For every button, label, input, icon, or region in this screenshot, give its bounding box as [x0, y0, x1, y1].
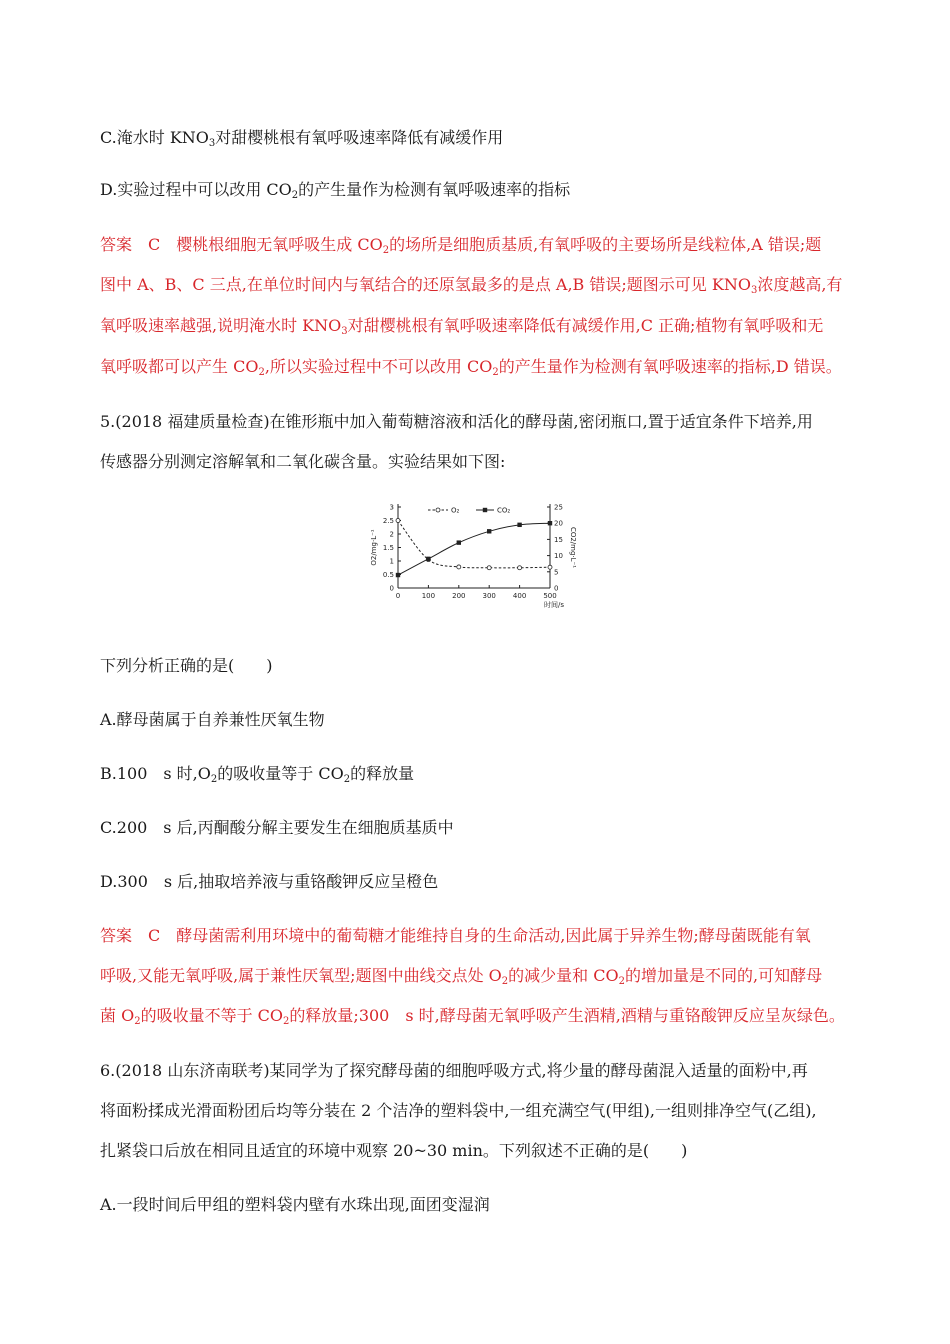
question-5-prompt: 下列分析正确的是( ) — [100, 656, 273, 675]
right-tick-label: 15 — [554, 535, 563, 544]
left-tick-label: 1 — [389, 557, 394, 566]
option-a: A.酵母菌属于自养兼性厌氧生物 — [100, 710, 325, 729]
series-line-o2 — [398, 521, 550, 568]
option-d-previous: D.实验过程中可以改用 $CO_2$的产生量作为检测有氧呼吸速率的指标 — [100, 180, 571, 201]
option-c: C.200 s 后,丙酮酸分解主要发生在细胞质基质中 — [100, 818, 454, 837]
chart-axes — [370, 504, 577, 610]
left-tick-label: 3 — [389, 503, 394, 512]
chart-legend — [428, 507, 510, 515]
answer-4-line-1: 答案 C 樱桃根细胞无氧呼吸生成 $CO_2$的场所是细胞质基质,有氧呼吸的主要场所是线粒体,A 错误;题 — [100, 235, 822, 256]
right-tick-label: 5 — [554, 568, 559, 577]
o2-point — [396, 519, 400, 523]
legend-o2-label: O₂ — [451, 506, 460, 515]
o2-co2-chart — [358, 498, 588, 628]
left-tick-label: 0 — [389, 584, 394, 593]
co2-point — [487, 529, 491, 533]
answer-4-line-2: 图中 A、B、C 三点,在单位时间内与氧结合的还原氢最多的是点 A,B 错误;题图示可见 $KNO_3$浓度越高,有 — [100, 275, 843, 296]
right-tick-label: 20 — [554, 519, 563, 528]
x-tick-label: 100 — [421, 592, 436, 600]
answer-4-line-3: 氧呼吸速率越强,说明淹水时 $KNO_3$对甜樱桃根有氧呼吸速率降低有减缓作用,C 正确;植物有氧呼吸和无 — [100, 316, 824, 337]
question-5-line-1: 5.(2018 福建质量检查)在锥形瓶中加入葡萄糖溶液和活化的酵母菌,密闭瓶口,置于适宜条件下培养,用 — [100, 412, 813, 431]
co2-point — [517, 523, 521, 527]
right-tick-label: 0 — [554, 584, 559, 593]
left-tick-label: 2 — [389, 530, 394, 539]
left-axis-label: O2/mg·L⁻¹ — [370, 529, 378, 566]
question-6-line-2: 将面粉揉成光滑面粉团后均等分装在 2 个洁净的塑料袋中,一组充满空气(甲组),一组则排净空气(乙组), — [100, 1101, 817, 1120]
question-6-option-a: A.一段时间后甲组的塑料袋内壁有水珠出现,面团变湿润 — [100, 1195, 490, 1214]
question-6-line-1: 6.(2018 山东济南联考)某同学为了探究酵母菌的细胞呼吸方式,将少量的酵母菌混入适量的面粉中,再 — [100, 1061, 808, 1080]
question-6-line-3: 扎紧袋口后放在相同且适宜的环境中观察 20~30 min。下列叙述不正确的是( ) — [100, 1141, 688, 1160]
left-tick-label: 0.5 — [382, 571, 394, 579]
legend-co2-marker — [483, 508, 487, 512]
x-tick-label: 300 — [482, 592, 496, 600]
right-tick-label: 25 — [554, 503, 563, 512]
co2-point — [548, 521, 552, 525]
o2-point — [518, 566, 522, 570]
x-tick-label: 500 — [543, 592, 557, 600]
answer-5-line-3: 菌 $O_2$的吸收量不等于 $CO_2$的释放量;300 s 时,酵母菌无氧呼吸产生酒精,酒精与重铬酸钾反应呈灰绿色。 — [100, 1006, 845, 1027]
chart-marks — [396, 519, 552, 578]
legend-o2-marker — [436, 508, 440, 512]
option-b: B.100 s 时$,O_2$的吸收量等于 $CO_2$的释放量 — [100, 764, 415, 785]
x-axis-label: 时间/s — [543, 601, 565, 609]
answer-4-line-4: 氧呼吸都可以产生 $CO_2$,所以实验过程中不可以改用 $CO_2$的产生量作为检测有氧呼吸速率的指标,D 错误。 — [100, 357, 842, 378]
option-c-previous: C.淹水时 $KNO_3$对甜樱桃根有氧呼吸速率降低有减缓作用 — [100, 128, 504, 149]
x-tick-label: 200 — [452, 592, 466, 600]
co2-point — [426, 557, 430, 561]
question-5-line-2: 传感器分别测定溶解氧和二氧化碳含量。实验结果如下图: — [100, 452, 506, 471]
answer-5-line-2: 呼吸,又能无氧呼吸,属于兼性厌氧型;题图中曲线交点处 $O_2$的减少量和 $CO_2$的增加量是不同的,可知酵母 — [100, 966, 823, 987]
right-axis-label: CO2/mg·L⁻¹ — [569, 526, 577, 569]
o2-point — [457, 565, 461, 569]
x-tick-label: 400 — [512, 592, 527, 600]
answer-5-line-1: 答案 C 酵母菌需利用环境中的葡萄糖才能维持自身的生命活动,因此属于异养生物;酵母菌既能有氧 — [100, 926, 811, 945]
right-tick-label: 10 — [554, 552, 563, 561]
left-tick-label: 1.5 — [382, 544, 394, 552]
o2-point — [548, 565, 552, 569]
co2-point — [457, 540, 461, 544]
option-d: D.300 s 后,抽取培养液与重铬酸钾反应呈橙色 — [100, 872, 439, 891]
x-tick-label: 0 — [395, 592, 401, 600]
legend-co2-label: CO₂ — [497, 506, 511, 515]
left-tick-label: 2.5 — [382, 517, 394, 525]
o2-point — [487, 566, 491, 570]
co2-point — [396, 573, 400, 577]
